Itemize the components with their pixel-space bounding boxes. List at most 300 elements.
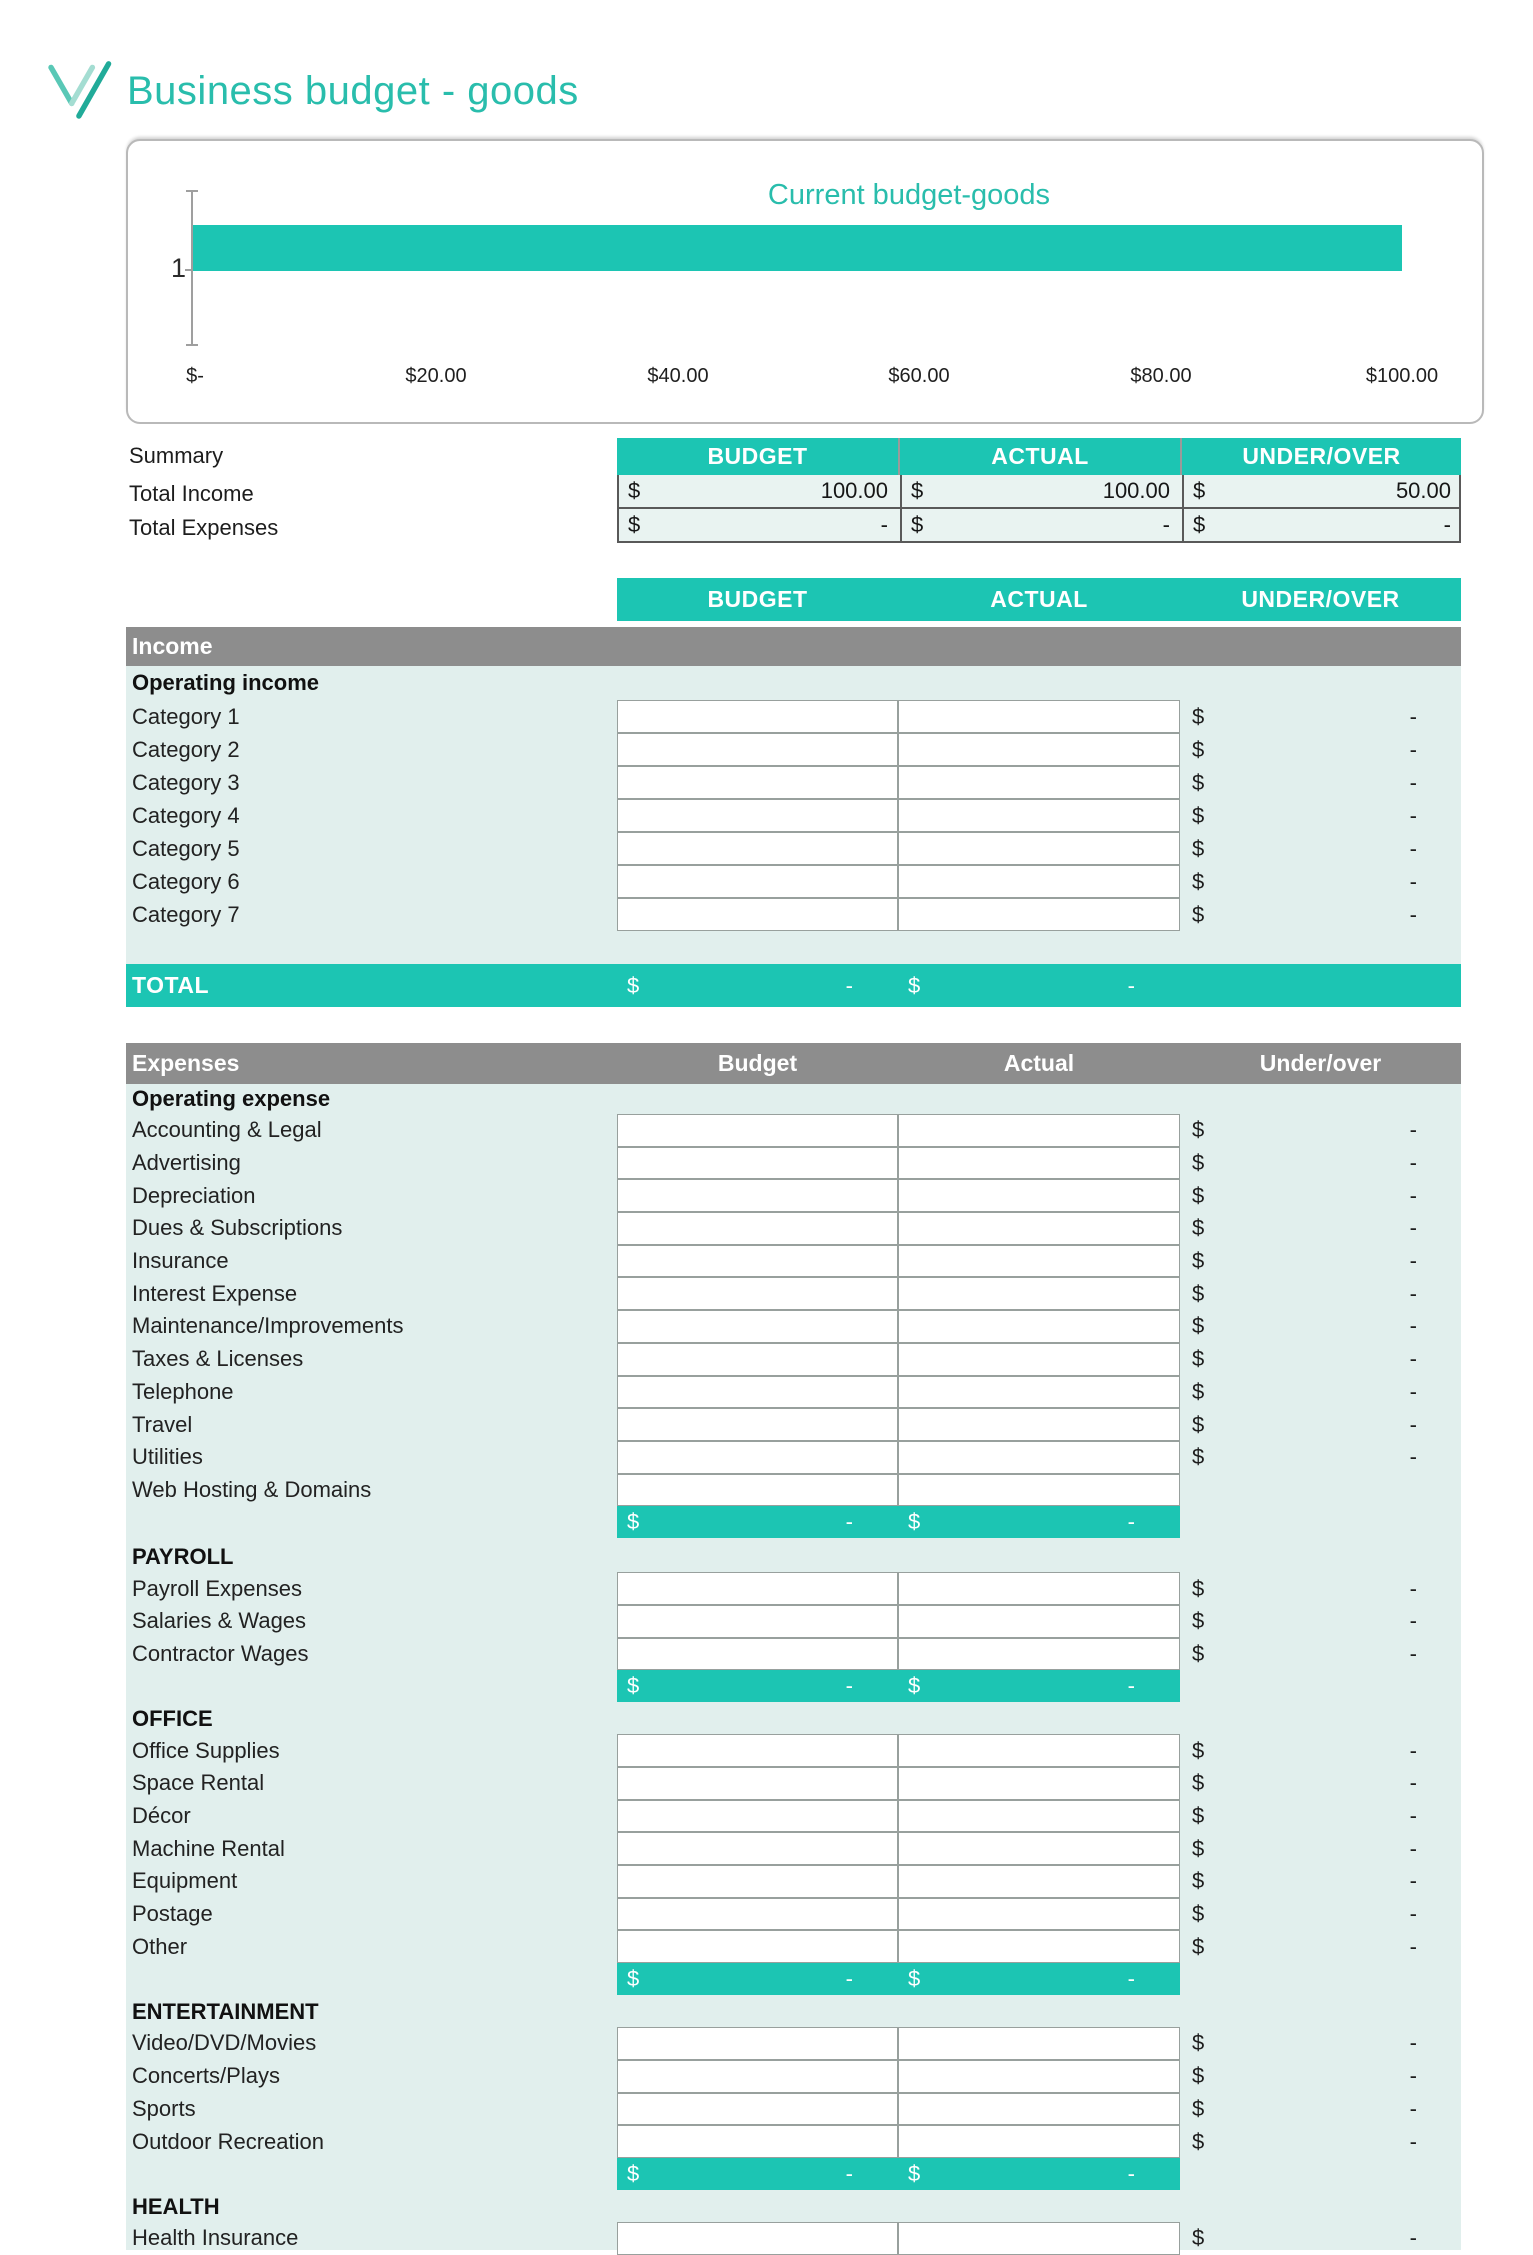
underover-value: - bbox=[1409, 802, 1417, 828]
underover-value: - bbox=[1409, 1346, 1417, 1372]
budget-cell[interactable] bbox=[617, 1734, 898, 1767]
underover-cell bbox=[1180, 1179, 1461, 1212]
row-label: Category 4 bbox=[132, 802, 240, 828]
underover-value: - bbox=[1409, 1150, 1417, 1176]
underover-value: - bbox=[1409, 703, 1417, 729]
expense-row bbox=[126, 1343, 1461, 1376]
actual-cell[interactable] bbox=[898, 733, 1180, 766]
underover-cell bbox=[1180, 2093, 1461, 2126]
underover-cell bbox=[1180, 1212, 1461, 1245]
currency-symbol: $ bbox=[908, 1509, 921, 1535]
expense-row bbox=[126, 1734, 1461, 1767]
budget-cell[interactable] bbox=[617, 799, 898, 832]
row-label: Category 7 bbox=[132, 901, 240, 927]
underover-value: - bbox=[1409, 1640, 1417, 1666]
row-label: Category 1 bbox=[132, 703, 240, 729]
underover-value: - bbox=[1409, 1378, 1417, 1404]
budget-chart bbox=[126, 139, 1484, 424]
underover-cell bbox=[1180, 1277, 1461, 1310]
expense-row bbox=[126, 1179, 1461, 1212]
total-income-budget-cell bbox=[619, 475, 900, 507]
budget-cell[interactable] bbox=[617, 1212, 898, 1245]
row-label: Salaries & Wages bbox=[132, 1608, 307, 1634]
summary-row-label: Total Expenses bbox=[129, 515, 279, 540]
row-label: Travel bbox=[132, 1411, 193, 1437]
budget-cell[interactable] bbox=[617, 1898, 898, 1931]
budget-cell[interactable] bbox=[617, 1474, 898, 1507]
actual-cell[interactable] bbox=[898, 2125, 1180, 2158]
x-axis-tick-label: $80.00 bbox=[1130, 365, 1192, 387]
total-expenses-underover-cell bbox=[1182, 509, 1463, 541]
value: - bbox=[845, 1673, 853, 1699]
budget-cell[interactable] bbox=[617, 1441, 898, 1474]
budget-cell[interactable] bbox=[617, 2060, 898, 2093]
expense-row bbox=[126, 1767, 1461, 1800]
underover-value: - bbox=[1409, 1575, 1417, 1601]
underover-cell bbox=[1180, 1474, 1461, 1507]
actual-cell[interactable] bbox=[898, 1800, 1180, 1833]
budget-cell[interactable] bbox=[617, 1376, 898, 1409]
currency-symbol: $ bbox=[1192, 1803, 1205, 1829]
underover-cell bbox=[1180, 832, 1461, 865]
currency-symbol: $ bbox=[1192, 1411, 1205, 1437]
underover-cell bbox=[1180, 1930, 1461, 1963]
currency-symbol: $ bbox=[1192, 1248, 1205, 1274]
actual-cell[interactable] bbox=[898, 1930, 1180, 1963]
row-label: Category 3 bbox=[132, 769, 240, 795]
underover-cell bbox=[1180, 1638, 1461, 1671]
row-label: Interest Expense bbox=[132, 1280, 298, 1306]
expense-row bbox=[126, 1310, 1461, 1343]
currency-symbol: $ bbox=[627, 2160, 640, 2186]
underover-value: - bbox=[1409, 2063, 1417, 2089]
expense-subtotal-row bbox=[617, 2158, 1180, 2190]
currency-symbol: $ bbox=[1192, 1378, 1205, 1404]
underover-value: - bbox=[1409, 2225, 1417, 2251]
currency-symbol: $ bbox=[1193, 478, 1206, 503]
subtotal-budget bbox=[617, 2158, 898, 2190]
subtotal-actual bbox=[898, 1963, 1180, 1995]
budget-cell[interactable] bbox=[617, 1147, 898, 1180]
actual-cell[interactable] bbox=[898, 1277, 1180, 1310]
budget-cell[interactable] bbox=[617, 1832, 898, 1865]
row-label: Advertising bbox=[132, 1150, 241, 1176]
actual-cell[interactable] bbox=[898, 1310, 1180, 1343]
row-label: Other bbox=[132, 1933, 188, 1959]
underover-value: - bbox=[1409, 736, 1417, 762]
underover-cell bbox=[1180, 1800, 1461, 1833]
subtotal-actual bbox=[898, 1670, 1180, 1702]
expense-row bbox=[126, 1832, 1461, 1865]
income-section-band bbox=[126, 627, 1461, 666]
summary-total-expenses-row bbox=[619, 507, 1459, 541]
underover-cell bbox=[1180, 1343, 1461, 1376]
budget-cell[interactable] bbox=[617, 1310, 898, 1343]
underover-value: - bbox=[1409, 835, 1417, 861]
row-label: Dues & Subscriptions bbox=[132, 1215, 343, 1241]
actual-cell[interactable] bbox=[898, 700, 1180, 733]
currency-symbol: $ bbox=[1192, 901, 1205, 927]
currency-symbol: $ bbox=[1192, 2063, 1205, 2089]
underover-value: - bbox=[1409, 1608, 1417, 1634]
underover-cell bbox=[1180, 2060, 1461, 2093]
actual-cell[interactable] bbox=[898, 1212, 1180, 1245]
row-label: Telephone bbox=[132, 1378, 234, 1404]
underover-cell bbox=[1180, 898, 1461, 931]
row-label: Outdoor Recreation bbox=[132, 2128, 324, 2154]
value: 100.00 bbox=[1102, 478, 1170, 503]
actual-cell[interactable] bbox=[898, 1572, 1180, 1605]
currency-symbol: $ bbox=[1192, 1575, 1205, 1601]
currency-symbol: $ bbox=[627, 1966, 640, 1992]
income-total-budget bbox=[617, 964, 898, 1007]
budget-cell[interactable] bbox=[617, 1930, 898, 1963]
budget-cell[interactable] bbox=[617, 1277, 898, 1310]
actual-cell[interactable] bbox=[898, 1343, 1180, 1376]
summary-col-budget: BUDGET bbox=[707, 443, 808, 469]
budget-cell[interactable] bbox=[617, 1800, 898, 1833]
total-income-actual-cell bbox=[900, 475, 1182, 507]
budget-cell[interactable] bbox=[617, 898, 898, 931]
summary-col-actual: ACTUAL bbox=[898, 438, 1180, 475]
x-axis-tick-label: $40.00 bbox=[647, 365, 709, 387]
income-row bbox=[126, 832, 1461, 865]
expense-group-heading: PAYROLL bbox=[132, 1544, 234, 1570]
expense-row bbox=[126, 2093, 1461, 2126]
expense-group-heading: OFFICE bbox=[132, 1706, 213, 1732]
x-axis-tick-label: $20.00 bbox=[405, 365, 467, 387]
budget-cell[interactable] bbox=[617, 1865, 898, 1898]
expense-subtotal-row bbox=[617, 1963, 1180, 1995]
income-total-label: TOTAL bbox=[132, 972, 210, 998]
underover-value: - bbox=[1409, 1411, 1417, 1437]
row-label: Category 5 bbox=[132, 835, 240, 861]
value: - bbox=[845, 972, 853, 998]
brand-logo-icon bbox=[42, 56, 114, 122]
currency-symbol: $ bbox=[1192, 736, 1205, 762]
actual-cell[interactable] bbox=[898, 2027, 1180, 2060]
row-label: Health Insurance bbox=[132, 2225, 299, 2251]
expense-row bbox=[126, 1441, 1461, 1474]
expense-group-heading: ENTERTAINMENT bbox=[132, 1999, 319, 2025]
summary-total-income-row bbox=[619, 475, 1459, 507]
row-label: Décor bbox=[132, 1803, 191, 1829]
subtotal-budget bbox=[617, 1963, 898, 1995]
subtotal-budget bbox=[617, 1506, 898, 1538]
actual-cell[interactable] bbox=[898, 1179, 1180, 1212]
currency-symbol: $ bbox=[1192, 1770, 1205, 1796]
currency-symbol: $ bbox=[1192, 703, 1205, 729]
row-label: Accounting & Legal bbox=[132, 1117, 322, 1143]
actual-cell[interactable] bbox=[898, 1474, 1180, 1507]
actual-cell[interactable] bbox=[898, 1114, 1180, 1147]
value: 50.00 bbox=[1395, 478, 1451, 503]
expense-subtotal-row bbox=[617, 1670, 1180, 1702]
currency-symbol: $ bbox=[1192, 1215, 1205, 1241]
underover-value: - bbox=[1409, 1901, 1417, 1927]
expense-row bbox=[126, 1408, 1461, 1441]
row-label: Office Supplies bbox=[132, 1737, 280, 1763]
currency-symbol: $ bbox=[911, 478, 924, 503]
actual-cell[interactable] bbox=[898, 1376, 1180, 1409]
budget-cell[interactable] bbox=[617, 2125, 898, 2158]
budget-cell[interactable] bbox=[617, 1605, 898, 1638]
currency-symbol: $ bbox=[1192, 1280, 1205, 1306]
underover-cell bbox=[1180, 1832, 1461, 1865]
currency-symbol: $ bbox=[908, 2160, 921, 2186]
underover-value: - bbox=[1409, 1933, 1417, 1959]
row-label: Taxes & Licenses bbox=[132, 1346, 304, 1372]
currency-symbol: $ bbox=[1192, 1182, 1205, 1208]
currency-symbol: $ bbox=[628, 512, 641, 537]
actual-cell[interactable] bbox=[898, 1147, 1180, 1180]
underover-cell bbox=[1180, 1572, 1461, 1605]
underover-value: - bbox=[1409, 901, 1417, 927]
income-section-body bbox=[126, 666, 1461, 964]
budget-cell[interactable] bbox=[617, 1114, 898, 1147]
income-row bbox=[126, 733, 1461, 766]
currency-symbol: $ bbox=[908, 972, 921, 998]
expenses-section-band bbox=[126, 1043, 1461, 1084]
currency-symbol: $ bbox=[1192, 769, 1205, 795]
actual-cell[interactable] bbox=[898, 2060, 1180, 2093]
currency-symbol: $ bbox=[627, 972, 640, 998]
expense-row bbox=[126, 2027, 1461, 2060]
expense-row bbox=[126, 1376, 1461, 1409]
underover-value: - bbox=[1409, 1182, 1417, 1208]
underover-cell bbox=[1180, 1865, 1461, 1898]
expense-row bbox=[126, 1800, 1461, 1833]
budget-cell[interactable] bbox=[617, 1408, 898, 1441]
axis-cap-top bbox=[186, 190, 198, 192]
y-axis-category-label: 1 bbox=[170, 253, 186, 283]
row-label: Concerts/Plays bbox=[132, 2063, 280, 2089]
summary-label: Summary bbox=[129, 443, 224, 468]
income-col-budget: BUDGET bbox=[707, 586, 808, 612]
underover-cell bbox=[1180, 799, 1461, 832]
underover-value: - bbox=[1409, 1248, 1417, 1274]
income-row bbox=[126, 898, 1461, 931]
underover-cell bbox=[1180, 1147, 1461, 1180]
income-row bbox=[126, 766, 1461, 799]
actual-cell[interactable] bbox=[898, 1638, 1180, 1671]
value: - bbox=[1162, 512, 1170, 537]
currency-symbol: $ bbox=[1192, 1868, 1205, 1894]
underover-value: - bbox=[1409, 868, 1417, 894]
currency-symbol: $ bbox=[627, 1509, 640, 1535]
underover-value: - bbox=[1409, 1117, 1417, 1143]
income-total-row bbox=[126, 964, 1461, 1007]
chart-bar bbox=[193, 225, 1402, 271]
underover-value: - bbox=[1409, 1280, 1417, 1306]
expense-row bbox=[126, 1474, 1461, 1507]
row-label: Maintenance/Improvements bbox=[132, 1313, 404, 1339]
budget-cell[interactable] bbox=[617, 766, 898, 799]
currency-symbol: $ bbox=[627, 1673, 640, 1699]
expense-group-heading: HEALTH bbox=[132, 2193, 220, 2219]
underover-value: - bbox=[1409, 2095, 1417, 2121]
axis-cap-bottom bbox=[186, 344, 198, 346]
budget-cell[interactable] bbox=[617, 1179, 898, 1212]
actual-cell[interactable] bbox=[898, 832, 1180, 865]
underover-value: - bbox=[1409, 1803, 1417, 1829]
expense-row bbox=[126, 1898, 1461, 1931]
income-header-row bbox=[617, 578, 1461, 621]
underover-value: - bbox=[1409, 1835, 1417, 1861]
income-row bbox=[126, 799, 1461, 832]
total-income-underover-cell bbox=[1182, 475, 1463, 507]
underover-cell bbox=[1180, 1376, 1461, 1409]
budget-cell[interactable] bbox=[617, 832, 898, 865]
underover-value: - bbox=[1409, 1868, 1417, 1894]
income-total-actual bbox=[898, 964, 1180, 1007]
budget-cell[interactable] bbox=[617, 1638, 898, 1671]
value: - bbox=[880, 512, 888, 537]
actual-cell[interactable] bbox=[898, 1767, 1180, 1800]
underover-cell bbox=[1180, 733, 1461, 766]
chart-title: Current budget-goods bbox=[767, 179, 1051, 211]
underover-value: - bbox=[1409, 1313, 1417, 1339]
expense-row bbox=[126, 2125, 1461, 2158]
summary-row-label: Total Income bbox=[129, 481, 254, 506]
underover-value: - bbox=[1409, 1215, 1417, 1241]
currency-symbol: $ bbox=[1192, 868, 1205, 894]
row-label: Space Rental bbox=[132, 1770, 265, 1796]
budget-cell[interactable] bbox=[617, 1343, 898, 1376]
budget-cell[interactable] bbox=[617, 1767, 898, 1800]
actual-cell[interactable] bbox=[898, 898, 1180, 931]
currency-symbol: $ bbox=[1192, 1150, 1205, 1176]
currency-symbol: $ bbox=[1192, 2030, 1205, 2056]
page-title: Business budget - goods bbox=[127, 69, 579, 113]
actual-cell[interactable] bbox=[898, 1865, 1180, 1898]
underover-cell bbox=[1180, 1245, 1461, 1278]
underover-cell bbox=[1180, 1898, 1461, 1931]
row-label: Postage bbox=[132, 1901, 213, 1927]
actual-cell[interactable] bbox=[898, 1832, 1180, 1865]
currency-symbol: $ bbox=[1192, 1608, 1205, 1634]
currency-symbol: $ bbox=[1192, 1640, 1205, 1666]
actual-cell[interactable] bbox=[898, 1734, 1180, 1767]
actual-cell[interactable] bbox=[898, 799, 1180, 832]
value: - bbox=[1127, 1673, 1135, 1699]
underover-cell bbox=[1180, 700, 1461, 733]
currency-symbol: $ bbox=[628, 478, 641, 503]
underover-cell bbox=[1180, 1310, 1461, 1343]
income-row bbox=[126, 865, 1461, 898]
underover-value: - bbox=[1409, 2128, 1417, 2154]
row-label: Equipment bbox=[132, 1868, 238, 1894]
actual-cell[interactable] bbox=[898, 1898, 1180, 1931]
expense-group-heading: Operating expense bbox=[132, 1086, 331, 1111]
expense-row bbox=[126, 1245, 1461, 1278]
actual-cell[interactable] bbox=[898, 1408, 1180, 1441]
summary-col-underover: UNDER/OVER bbox=[1180, 438, 1461, 475]
budget-cell[interactable] bbox=[617, 2027, 898, 2060]
row-label: Sports bbox=[132, 2095, 196, 2121]
budget-cell[interactable] bbox=[617, 1572, 898, 1605]
underover-value: - bbox=[1409, 1737, 1417, 1763]
underover-value: - bbox=[1409, 769, 1417, 795]
currency-symbol: $ bbox=[1192, 1313, 1205, 1339]
income-band-label: Income bbox=[132, 633, 213, 659]
currency-symbol: $ bbox=[1192, 1835, 1205, 1861]
currency-symbol: $ bbox=[1192, 1901, 1205, 1927]
expenses-col-budget: Budget bbox=[717, 1050, 798, 1076]
row-label: Payroll Expenses bbox=[132, 1575, 302, 1601]
underover-cell bbox=[1180, 865, 1461, 898]
expense-row bbox=[126, 1572, 1461, 1605]
currency-symbol: $ bbox=[1192, 1346, 1205, 1372]
value: - bbox=[1127, 2160, 1135, 2186]
income-col-actual: ACTUAL bbox=[990, 586, 1088, 612]
underover-cell bbox=[1180, 1767, 1461, 1800]
underover-value: - bbox=[1409, 1770, 1417, 1796]
axis-category-tick bbox=[185, 269, 193, 271]
income-group-heading: Operating income bbox=[132, 670, 320, 695]
row-label: Web Hosting & Domains bbox=[132, 1476, 372, 1502]
value: - bbox=[1127, 1509, 1135, 1535]
actual-cell[interactable] bbox=[898, 865, 1180, 898]
expenses-section-body bbox=[126, 1084, 1461, 2250]
actual-cell[interactable] bbox=[898, 1605, 1180, 1638]
total-expenses-budget-cell bbox=[619, 509, 900, 541]
underover-cell bbox=[1180, 1408, 1461, 1441]
budget-cell[interactable] bbox=[617, 700, 898, 733]
underover-value: - bbox=[1409, 1444, 1417, 1470]
budget-cell[interactable] bbox=[617, 865, 898, 898]
subtotal-actual bbox=[898, 1506, 1180, 1538]
expense-row bbox=[126, 1605, 1461, 1638]
row-label: Machine Rental bbox=[132, 1835, 285, 1861]
budget-cell[interactable] bbox=[617, 2093, 898, 2126]
value: 100.00 bbox=[820, 478, 888, 503]
value: - bbox=[1443, 512, 1451, 537]
currency-symbol: $ bbox=[1193, 512, 1206, 537]
actual-cell[interactable] bbox=[898, 2093, 1180, 2126]
expense-subtotal-row bbox=[617, 1506, 1180, 1538]
actual-cell[interactable] bbox=[898, 1245, 1180, 1278]
currency-symbol: $ bbox=[1192, 1444, 1205, 1470]
underover-cell bbox=[1180, 1114, 1461, 1147]
underover-cell bbox=[1180, 766, 1461, 799]
currency-symbol: $ bbox=[908, 1966, 921, 1992]
row-label: Insurance bbox=[132, 1248, 229, 1274]
currency-symbol: $ bbox=[1192, 802, 1205, 828]
x-axis-tick-label: $100.00 bbox=[1365, 365, 1439, 387]
currency-symbol: $ bbox=[1192, 1117, 1205, 1143]
income-row bbox=[126, 700, 1461, 733]
underover-cell bbox=[1180, 1441, 1461, 1474]
budget-cell[interactable] bbox=[617, 733, 898, 766]
income-col-underover: UNDER/OVER bbox=[1241, 586, 1400, 612]
budget-cell[interactable] bbox=[617, 1245, 898, 1278]
actual-cell[interactable] bbox=[898, 766, 1180, 799]
expenses-col-actual: Actual bbox=[1003, 1050, 1075, 1076]
x-axis-tick-label: $60.00 bbox=[888, 365, 950, 387]
row-label: Depreciation bbox=[132, 1182, 256, 1208]
currency-symbol: $ bbox=[1192, 2095, 1205, 2121]
subtotal-actual bbox=[898, 2158, 1180, 2190]
value: - bbox=[1127, 1966, 1135, 1992]
value: - bbox=[1127, 972, 1135, 998]
value: - bbox=[845, 1509, 853, 1535]
actual-cell[interactable] bbox=[898, 1441, 1180, 1474]
summary-table bbox=[617, 438, 1461, 543]
underover-cell bbox=[1180, 1605, 1461, 1638]
x-axis-tick-label: $- bbox=[186, 365, 204, 387]
currency-symbol: $ bbox=[1192, 1933, 1205, 1959]
